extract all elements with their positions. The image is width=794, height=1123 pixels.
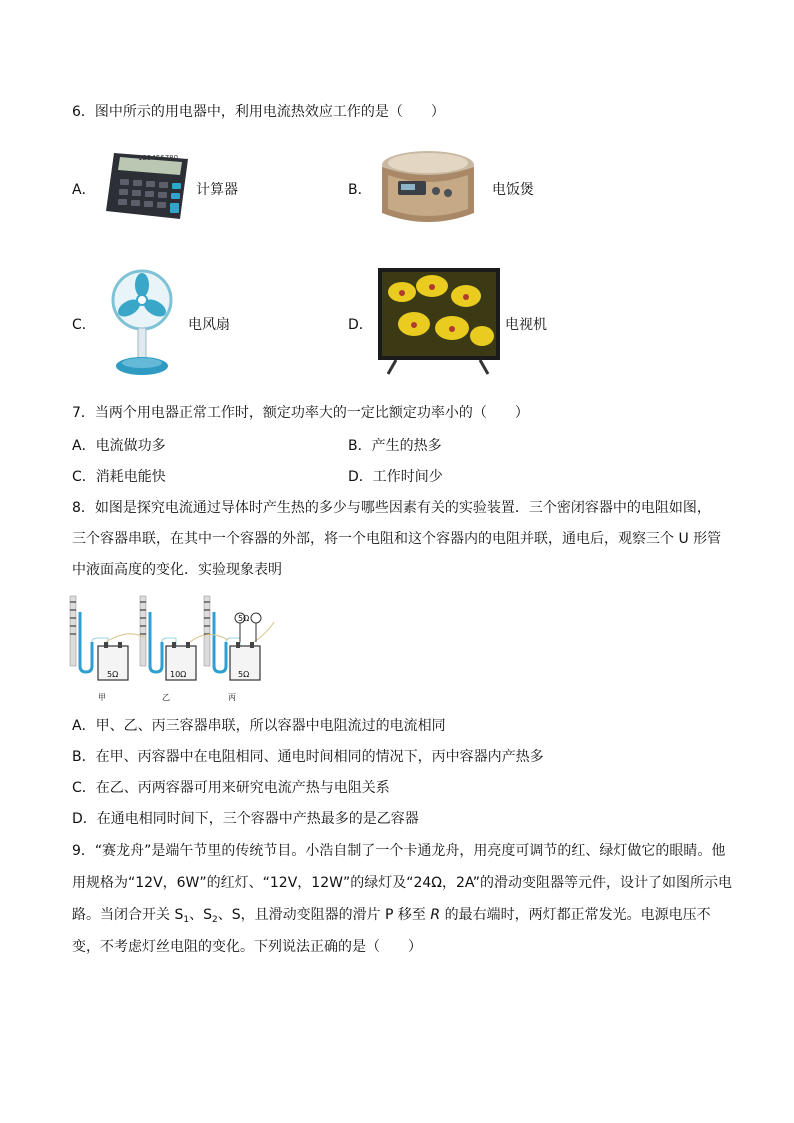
container-1-name: 甲 bbox=[98, 693, 106, 702]
q9-line-2: 用规格为“12V，6W”的红灯、“12V，12W”的绿灯及“24Ω，2A”的滑动变阻器等元件，设计了如图所示电 bbox=[72, 875, 732, 891]
q9-line-4: 变，不考虑灯丝电阻的变化。下列说法正确的是（ ） bbox=[72, 939, 422, 955]
q6-option-d-letter: D． bbox=[348, 317, 373, 333]
q6-option-d-caption: 电视机 bbox=[505, 317, 547, 333]
q8-option-b: B．在甲、丙容器中在电阻相同、通电时间相同的情况下，丙中容器内产热多 bbox=[72, 749, 544, 765]
television-image bbox=[374, 266, 502, 378]
q8-stem-line-2: 三个容器串联，在其中一个容器的外部，将一个电阻和这个容器内的电阻并联，通电后，观察三个 U 形管 bbox=[72, 531, 722, 547]
container-2-name: 乙 bbox=[162, 693, 170, 702]
q8-stem-line-1: 8．如图是探究电流通过导体时产生热的多少与哪些因素有关的实验装置．三个密闭容器中的电阻如图， bbox=[72, 500, 711, 516]
q7-stem: 7．当两个用电器正常工作时，额定功率大的一定比额定功率小的（ ） bbox=[72, 405, 529, 421]
q8-option-a: A．甲、乙、丙三容器串联，所以容器中电阻流过的电流相同 bbox=[72, 718, 446, 734]
electric-fan-image bbox=[110, 268, 174, 378]
container-3-name: 丙 bbox=[228, 693, 236, 702]
q8-option-c: C．在乙、丙两容器可用来研究电流产热与电阻关系 bbox=[72, 780, 390, 796]
q6-option-a-caption: 计算器 bbox=[196, 182, 238, 198]
q6-option-a-letter: A． bbox=[72, 182, 96, 198]
q6-option-c-caption: 电风扇 bbox=[188, 317, 230, 333]
container-1-resistor: 5Ω bbox=[107, 670, 119, 679]
q6-stem: 6．图中所示的用电器中，利用电流热效应工作的是（ ） bbox=[72, 104, 445, 120]
rice-cooker-image bbox=[374, 145, 482, 233]
container-2-resistor: 10Ω bbox=[170, 670, 187, 679]
q6-option-b-caption: 电饭煲 bbox=[492, 182, 534, 198]
q7-option-c: C．消耗电能快 bbox=[72, 469, 166, 485]
q8-option-d: D．在通电相同时间下，三个容器中产热最多的是乙容器 bbox=[72, 811, 419, 827]
calculator-display-text: 123456780 bbox=[138, 154, 179, 162]
q7-option-b: B．产生的热多 bbox=[348, 438, 442, 454]
q7-option-d: D．工作时间少 bbox=[348, 469, 443, 485]
q7-option-a: A．电流做功多 bbox=[72, 438, 166, 454]
q8-stem-line-3: 中液面高度的变化．实验现象表明 bbox=[72, 562, 282, 578]
q6-option-c-letter: C． bbox=[72, 317, 96, 333]
container-3-resistor: 5Ω bbox=[238, 670, 250, 679]
q9-line-1: 9．“赛龙舟”是端午节里的传统节目。小浩自制了一个卡通龙舟，用亮度可调节的红、绿灯做它的眼睛。他 bbox=[72, 843, 726, 859]
q6-option-b-letter: B． bbox=[348, 182, 372, 198]
q9-line-3: 路。当闭合开关 $S_1$、$S_2$、S，且滑动变阻器的滑片 P 移至 R 的最右端时，两灯都正常发光。电源电压不 bbox=[72, 907, 711, 925]
external-resistor-label: 5Ω bbox=[238, 614, 250, 623]
